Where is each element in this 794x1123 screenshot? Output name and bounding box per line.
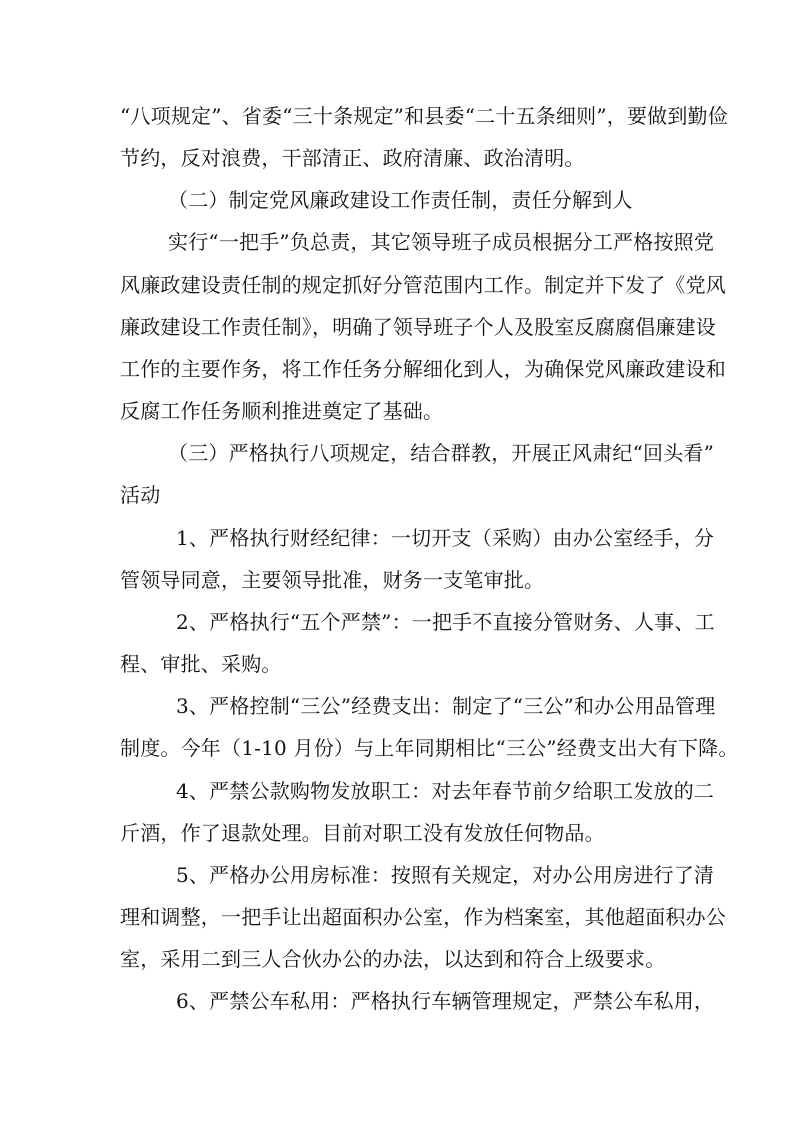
text-line: 程、审批、采购。 xyxy=(120,652,282,676)
list-item: 6、严禁公车私用：严格执行车辆管理规定，严禁公车私用， xyxy=(176,989,715,1013)
text-line: 实行“一把手”负总责，其它领导班子成员根据分工严格按照党 xyxy=(168,230,715,254)
text-line: 管领导同意，主要领导批准，财务一支笔审批。 xyxy=(120,568,545,592)
text-line: 风廉政建设责任制的规定抓好分管范围内工作。制定并下发了《党风 xyxy=(120,273,726,297)
text-line: 斤酒，作了退款处理。目前对职工没有发放任何物品。 xyxy=(120,821,605,845)
text-line: 工作的主要作务，将工作任务分解细化到人，为确保党风廉政建设和 xyxy=(120,357,726,381)
section-heading: （二）制定党风廉政建设工作责任制，责任分解到人 xyxy=(168,188,633,212)
list-item: 2、严格执行“五个严禁”：一把手不直接分管财务、人事、工 xyxy=(176,610,715,634)
section-heading: （三）严格执行八项规定，结合群教，开展正风肃纪“回头看” xyxy=(168,441,715,465)
list-item: 3、严格控制“三公”经费支出：制定了“三公”和办公用品管理 xyxy=(176,694,716,718)
text-line: 节约，反对浪费，干部清正、政府清廉、政治清明。 xyxy=(120,146,585,170)
text-line: 活动 xyxy=(120,483,161,507)
text-line: 廉政建设工作责任制》，明确了领导班子个人及股室反腐腐倡廉建设 xyxy=(120,315,716,339)
text-line: 理和调整，一把手让出超面积办公室，作为档案室，其他超面积办公 xyxy=(120,905,726,929)
text-line: 室，采用二到三人合伙办公的办法，以达到和符合上级要求。 xyxy=(120,947,666,971)
text-line: 制度。今年（1-10 月份）与上年同期相比“三公”经费支出大有下降。 xyxy=(120,736,739,760)
list-item: 1、严格执行财经纪律：一切开支（采购）由办公室经手，分 xyxy=(176,526,715,550)
list-item: 4、严禁公款购物发放职工：对去年春节前夕给职工发放的二 xyxy=(176,779,715,803)
text-line: 反腐工作任务顺利推进奠定了基础。 xyxy=(120,399,444,423)
text-line: “八项规定”、省委“三十条规定”和县委“二十五条细则”，要做到勤俭 xyxy=(120,104,728,128)
list-item: 5、严格办公用房标准：按照有关规定，对办公用房进行了清 xyxy=(176,863,715,887)
